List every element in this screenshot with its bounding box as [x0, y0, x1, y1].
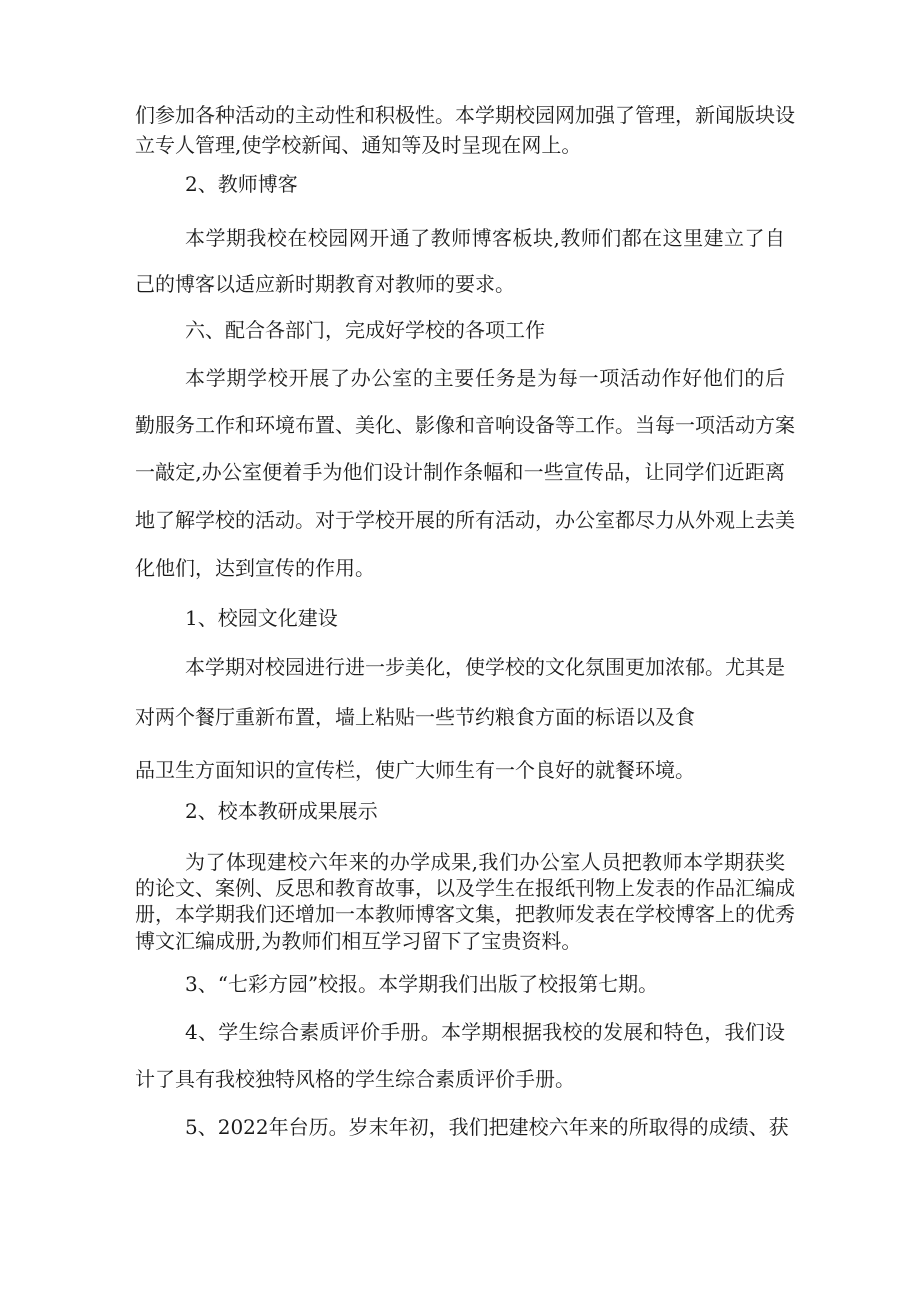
text-line: 地了解学校的活动。对于学校开展的所有活动，办公室都尽力从外观上去美: [135, 508, 795, 532]
text-line: 博文汇编成册,为教师们相互学习留下了宝贵资料。: [135, 929, 582, 953]
text-line: 为了体现建校六年来的办学成果,我们办公室人员把教师本学期获奖: [185, 850, 785, 874]
text-line: 3、“七彩方园”校报。本学期我们出版了校报第七期。: [185, 972, 659, 996]
section-heading: 2、教师博客: [185, 172, 298, 196]
text-line: 化他们，达到宣传的作用。: [135, 556, 375, 580]
text-line: 品卫生方面知识的宣传栏，使广大师生有一个良好的就餐环境。: [135, 758, 695, 782]
section-heading: 六、配合各部门，完成好学校的各项工作: [185, 318, 545, 342]
section-heading: 2、校本教研成果展示: [185, 799, 378, 823]
section-heading: 1、校园文化建设: [185, 606, 338, 630]
text-line: 们参加各种活动的主动性和积极性。本学期校园网加强了管理，新闻版块设: [135, 103, 795, 127]
text-line: 勤服务工作和环境布置、美化、影像和音响设备等工作。当每一项活动方案: [135, 413, 795, 437]
text-line: 一敲定,办公室便着手为他们设计制作条幅和一些宣传品，让同学们近距离: [135, 460, 785, 484]
text-line: 己的博客以适应新时期教育对教师的要求。: [135, 272, 515, 296]
text-line: 4、学生综合素质评价手册。本学期根据我校的发展和特色，我们设: [185, 1020, 785, 1044]
text-line: 本学期学校开展了办公室的主要任务是为每一项活动作好他们的后: [185, 366, 785, 390]
text-line: 5、2022年台历。岁末年初，我们把建校六年来的所取得的成绩、获: [185, 1115, 789, 1139]
text-line: 对两个餐厅重新布置，墙上粘贴一些节约粮食方面的标语以及食: [135, 705, 695, 729]
text-line: 本学期我校在校园网开通了教师博客板块,教师们都在这里建立了自: [185, 226, 785, 250]
text-line: 册，本学期我们还增加一本教师博客文集，把教师发表在学校博客上的优秀: [135, 902, 795, 926]
text-line: 立专人管理,使学校新闻、通知等及时呈现在网上。: [135, 133, 582, 157]
text-line: 的论文、案例、反思和教育故事，以及学生在报纸刊物上发表的作品汇编成: [135, 876, 795, 900]
text-line: 本学期对校园进行进一步美化，使学校的文化氛围更加浓郁。尤其是: [185, 655, 785, 679]
text-line: 计了具有我校独特风格的学生综合素质评价手册。: [135, 1067, 575, 1091]
